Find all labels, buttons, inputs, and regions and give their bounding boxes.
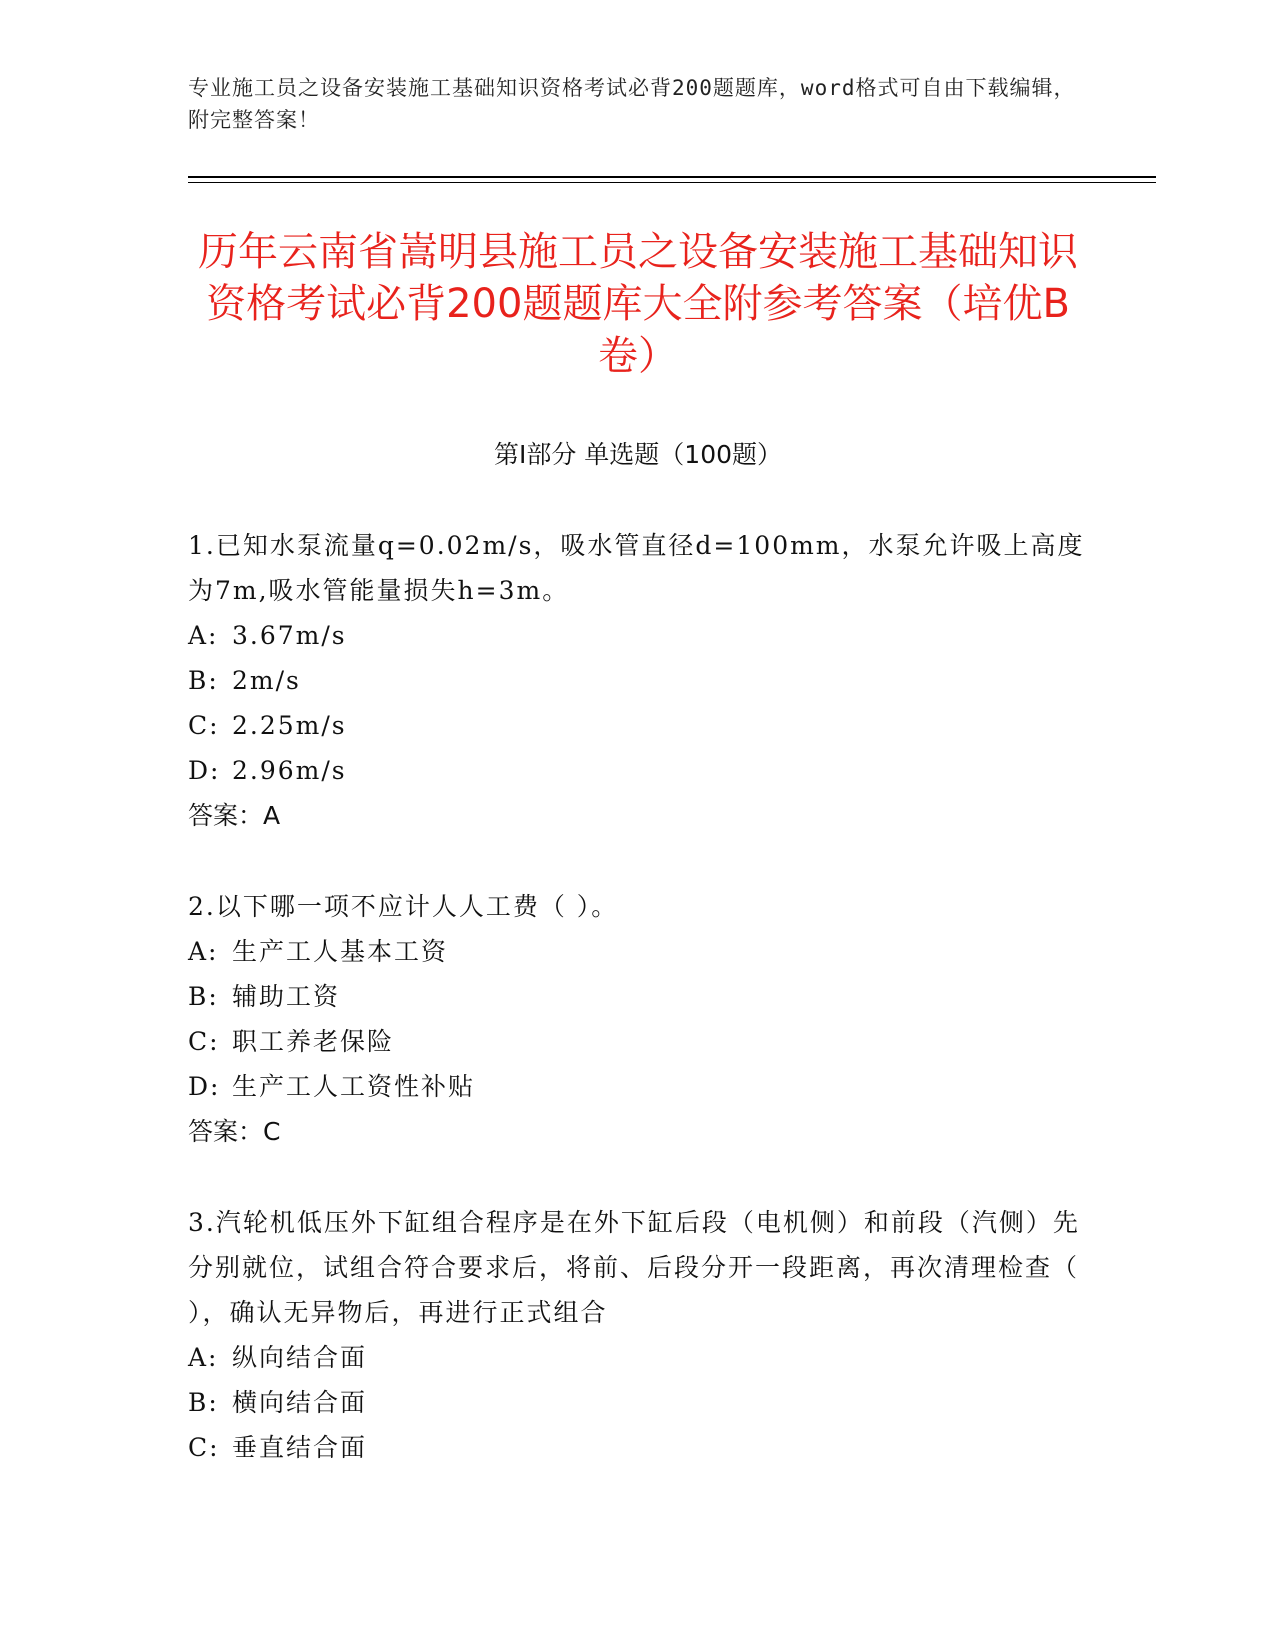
- option-text: 3.67m/s: [232, 621, 347, 650]
- section-title: 第I部分 单选题（100题）: [493, 440, 783, 469]
- option-a: [188, 929, 1088, 974]
- option-text: 辅助工资: [232, 982, 341, 1011]
- option-letter: D:: [188, 1072, 221, 1101]
- option-letter: D:: [188, 756, 221, 785]
- option-b: [188, 658, 1088, 703]
- option-text: 横向结合面: [232, 1388, 368, 1417]
- option-letter: C:: [188, 1433, 220, 1462]
- answer-line: [188, 793, 1088, 838]
- option-letter: A:: [188, 621, 219, 650]
- option-c: [188, 703, 1088, 748]
- option-letter: C:: [188, 711, 220, 740]
- option-letter: C:: [188, 1027, 220, 1056]
- question-list: [188, 523, 1088, 1516]
- option-letter: B:: [188, 666, 219, 695]
- option-d: [188, 748, 1088, 793]
- option-b: [188, 1380, 1088, 1425]
- option-text: 纵向结合面: [232, 1343, 368, 1372]
- answer-prefix: 答案：: [188, 801, 264, 830]
- document-title: 历年云南省嵩明县施工员之设备安装施工基础知识资格考试必背200题题库大全附参考答案（培优B卷）: [198, 229, 1078, 379]
- option-text: 垂直结合面: [232, 1433, 368, 1462]
- option-text: 职工养老保险: [232, 1027, 395, 1056]
- answer-value: A: [263, 801, 281, 830]
- header-note: 专业施工员之设备安装施工基础知识资格考试必背200题题库，word格式可自由下载编辑，附完整答案！: [188, 76, 1076, 132]
- question-stem: 1.已知水泵流量q=0.02m/s，吸水管直径d=100mm，水泵允许吸上高度为7m,吸水管能量损失h=3m。: [188, 531, 1085, 605]
- option-letter: B:: [188, 982, 219, 1011]
- option-d: [188, 1064, 1088, 1109]
- question-1: [188, 523, 1088, 838]
- option-text: 2.25m/s: [232, 711, 347, 740]
- header-rule-thick: [188, 176, 1156, 178]
- option-text: 生产工人工资性补贴: [232, 1072, 476, 1101]
- option-letter: A:: [188, 937, 219, 966]
- option-a: [188, 1335, 1088, 1380]
- option-c: [188, 1019, 1088, 1064]
- option-letter: B:: [188, 1388, 219, 1417]
- question-stem: 3.汽轮机低压外下缸组合程序是在外下缸后段（电机侧）和前段（汽侧）先分别就位，试组合符合要求后，将前、后段分开一段距离，再次清理检查（ ），确认无异物后，再进行正式组合: [188, 1208, 1080, 1327]
- header-rule-thin: [188, 182, 1156, 183]
- option-c: [188, 1425, 1088, 1470]
- answer-value: C: [263, 1117, 281, 1146]
- answer-line: [188, 1109, 1088, 1154]
- option-text: 生产工人基本工资: [232, 937, 449, 966]
- question-stem: 2.以下哪一项不应计人人工费（ ）。: [188, 892, 619, 921]
- option-letter: A:: [188, 1343, 219, 1372]
- answer-prefix: 答案：: [188, 1117, 264, 1146]
- option-b: [188, 974, 1088, 1019]
- option-a: [188, 613, 1088, 658]
- option-text: 2m/s: [232, 666, 301, 695]
- question-2: [188, 884, 1088, 1154]
- option-text: 2.96m/s: [232, 756, 347, 785]
- question-3: [188, 1200, 1088, 1470]
